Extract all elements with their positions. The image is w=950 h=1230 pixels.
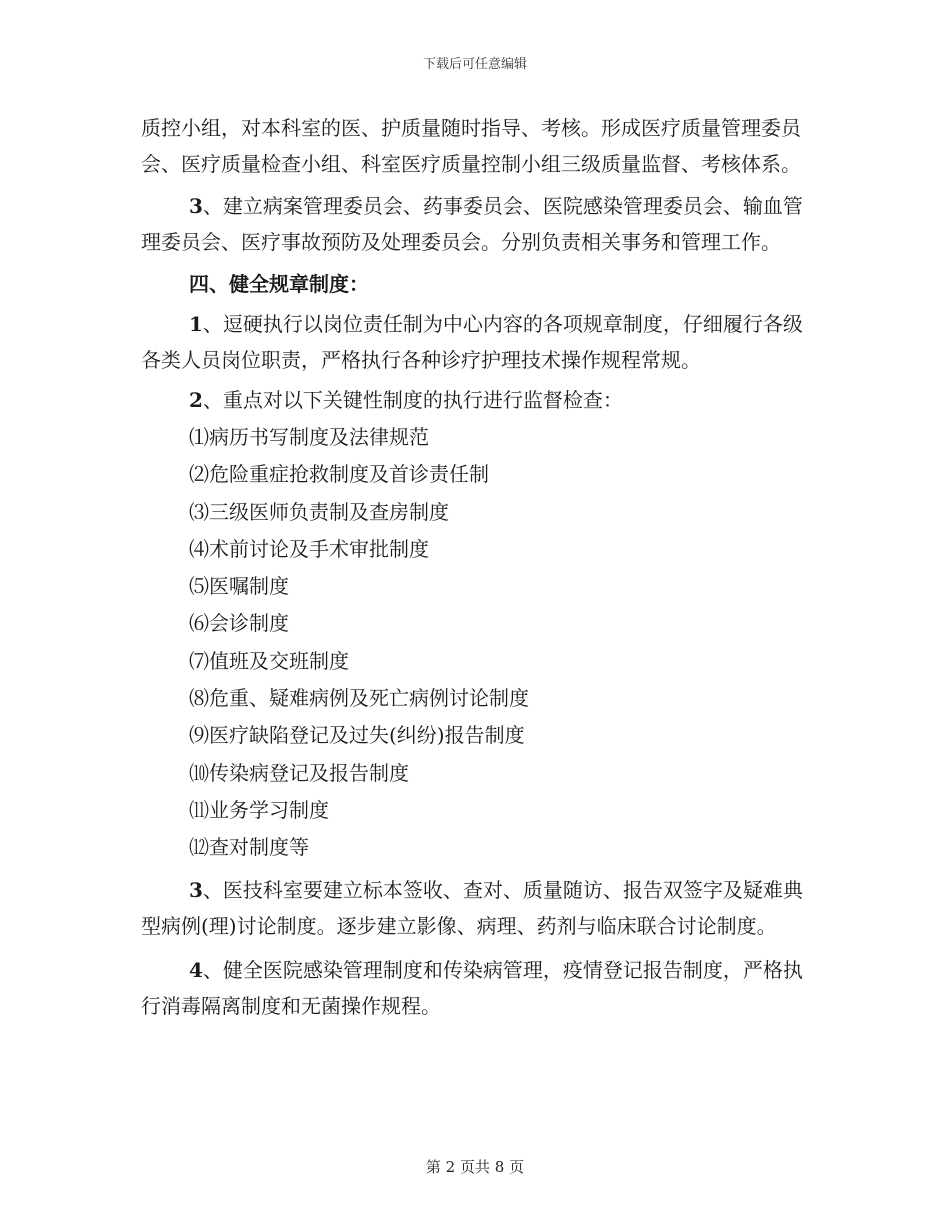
paragraph <box>141 872 811 944</box>
paragraph-text: 、逗硬执行以岗位责任制为中心内容的各项规章制度，仔细履行各级各类人员岗位职责，严格执行各种诊疗护理技术操作规程常规。 <box>141 312 803 372</box>
list-item: ⑶三级医师负责制及查房制度 <box>189 499 449 524</box>
list-item: ⑻危重、疑难病例及死亡病例讨论制度 <box>189 686 529 711</box>
paragraph <box>141 382 811 418</box>
list-item: ⑼医疗缺陷登记及过失(纠纷)报告制度 <box>189 723 525 748</box>
list-item: ⑹会诊制度 <box>189 611 289 636</box>
paragraph <box>141 188 811 260</box>
paragraph-text: 、建立病案管理委员会、药事委员会、医院感染管理委员会、输血管理委员会、医疗事故预防及处理委员会。分别负责相关事务和管理工作。 <box>141 194 803 254</box>
list-item: ⑸医嘱制度 <box>189 574 289 599</box>
list-item: ⑿查对制度等 <box>189 835 309 860</box>
paragraph-text: 、重点对以下关键性制度的执行进行监督检查： <box>202 388 623 412</box>
item-number: 2 <box>189 388 203 412</box>
paragraph-text: 、医技科室要建立标本签收、查对、质量随访、报告双签字及疑难典型病例(理)讨论制度。逐步建立影像、病理、药剂与临床联合讨论制度。 <box>141 877 803 938</box>
item-number: 3 <box>189 194 203 218</box>
paragraph: 质控小组，对本科室的医、护质量随时指导、考核。形成医疗质量管理委员会、医疗质量检查小组、科室医疗质量控制小组三级质量监督、考核体系。 <box>141 116 801 176</box>
list-item: ⑴病历书写制度及法律规范 <box>189 425 429 449</box>
paragraph <box>141 306 811 378</box>
item-number: 1 <box>189 312 203 336</box>
section-heading: 四、健全规章制度： <box>189 272 369 296</box>
list-item: ⑾业务学习制度 <box>189 797 329 822</box>
list-item: ⑷术前讨论及手术审批制度 <box>189 536 429 561</box>
page-number: 第 2 页共 8 页 <box>425 1158 525 1176</box>
list-item: ⑵危险重症抢救制度及首诊责任制 <box>189 462 489 487</box>
item-number: 3 <box>189 877 203 902</box>
paragraph-text: 、健全医院感染管理制度和传染病管理，疫情登记报告制度，严格执行消毒隔离制度和无菌操作规程。 <box>141 957 803 1018</box>
list-item: ⑺值班及交班制度 <box>189 648 349 673</box>
paragraph <box>141 952 811 1024</box>
document-body <box>141 110 811 1024</box>
regulation-list <box>141 419 811 867</box>
list-item: ⑽传染病登记及报告制度 <box>189 760 409 785</box>
item-number: 4 <box>189 957 203 982</box>
page-header-note: 下载后可任意编辑 <box>422 57 527 72</box>
